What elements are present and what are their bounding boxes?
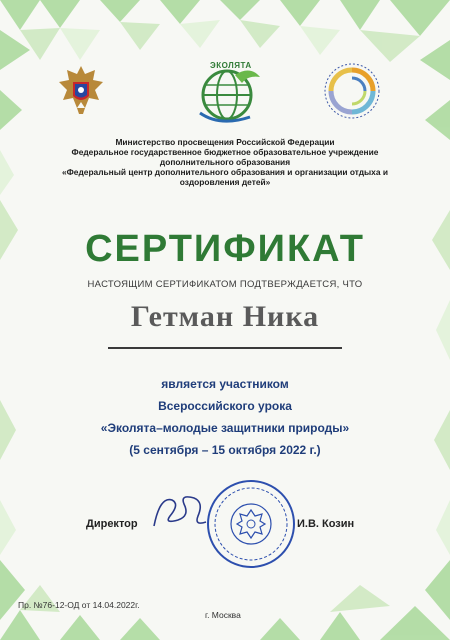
recipient-name: Гетман Ника	[130, 300, 320, 333]
lesson-line: Всероссийского урока	[158, 399, 292, 413]
certificate-subtitle: НАСТОЯЩИМ СЕРТИФИКАТОМ ПОДТВЕРЖДАЕТСЯ, ЧТО	[87, 279, 363, 290]
org-line-1: Министерство просвещения Российской Федерации	[115, 137, 335, 147]
lesson-title-line: «Эколята–молодые защитники природы»	[100, 421, 350, 435]
date-range-line: (5 сентября – 15 октября 2022 г.)	[129, 443, 321, 457]
official-round-stamp-icon	[205, 478, 297, 570]
org-line-3: дополнительного образования	[159, 157, 291, 167]
handwritten-signature-icon	[150, 486, 210, 534]
org-line-5: оздоровления детей»	[179, 177, 271, 187]
participation-line: является участником	[161, 377, 289, 391]
signatory-name: И.В. Козин	[297, 518, 355, 530]
organization-block	[20, 137, 430, 187]
city-label: г. Москва	[205, 610, 241, 620]
eco-logo-text: ЭКОЛЯТА	[210, 61, 252, 70]
russian-eagle-emblem-icon	[55, 62, 107, 118]
name-underline	[108, 347, 342, 349]
spiral-center-logo-icon	[322, 60, 382, 122]
signatory-position: Директор	[86, 518, 138, 530]
order-reference: Пр. №76-12-ОД от 14.04.2022г.	[18, 600, 140, 610]
org-line-4: «Федеральный центр дополнительного образования и организации отдыха и	[62, 167, 388, 177]
org-line-2: Федеральное государственное бюджетное образовательное учреждение	[71, 147, 379, 157]
certificate-title: СЕРТИФИКАТ	[85, 228, 365, 270]
